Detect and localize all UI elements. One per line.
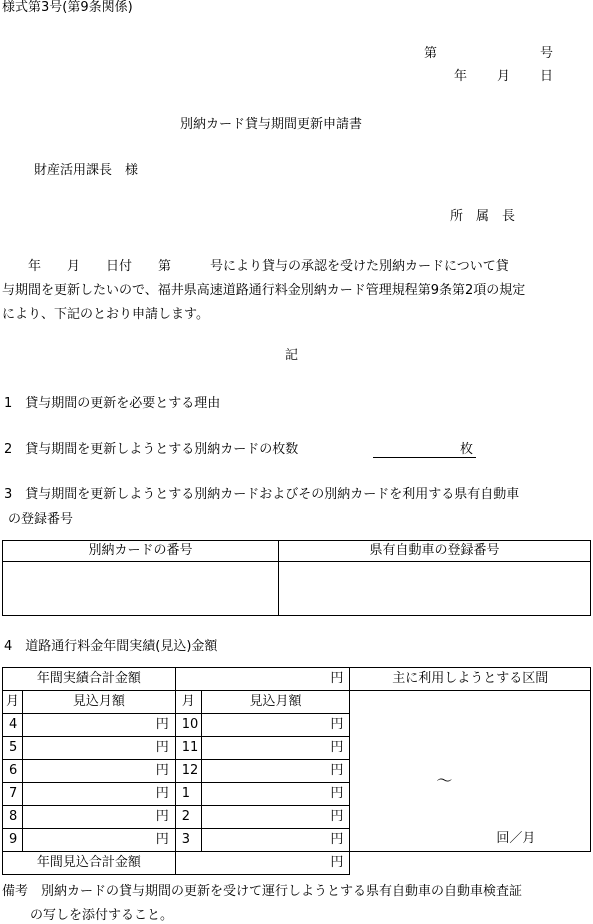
month-header: 月: [175, 691, 201, 714]
annual-actual-label: 年間実績合計金額: [3, 668, 176, 691]
estimate-cell[interactable]: [201, 737, 350, 760]
remark-line-1: 備考 別納カードの貸与期間の更新を受けて運行しようとする県有自動車の自動車検査証: [2, 884, 523, 899]
yen-unit: 円: [155, 809, 169, 824]
form-number: 様式第3号(第9条関係): [2, 0, 133, 15]
estimate-cell[interactable]: [201, 760, 350, 783]
route-frequency: 回／月: [496, 831, 536, 846]
date-year-label: 年: [454, 69, 468, 84]
month-cell: 4: [3, 714, 23, 737]
yen-unit: 円: [330, 786, 344, 801]
annual-estimate-label: 年間見込合計金額: [3, 852, 176, 875]
estimate-cell[interactable]: [201, 714, 350, 737]
card-count-unit: 枚: [460, 442, 474, 457]
card-number-cell[interactable]: [3, 562, 279, 616]
estimate-cell[interactable]: [22, 783, 175, 806]
note-heading: 記: [285, 348, 299, 363]
annual-actual-amount[interactable]: [175, 668, 350, 691]
route-label: 主に利用しようとする区間: [350, 668, 591, 691]
addressee: 財産活用課長 様: [34, 163, 139, 178]
estimate-cell[interactable]: [201, 783, 350, 806]
estimate-cell[interactable]: [22, 714, 175, 737]
date-day-label: 日: [540, 69, 554, 84]
page-title: 別納カード貸与期間更新申請書: [180, 117, 363, 132]
estimate-cell[interactable]: [22, 760, 175, 783]
yen-unit: 円: [330, 832, 344, 847]
header-card-number: 別納カードの番号: [3, 541, 279, 562]
application-body: [2, 255, 587, 327]
body-line-1: 年 月 日付 第 号により貸与の承認を受けた別納カードについて貸: [2, 259, 509, 274]
yen-unit: 円: [155, 832, 169, 847]
body-line-3: により、下記のとおり申請します。: [2, 307, 209, 322]
yen-unit: 円: [155, 763, 169, 778]
estimate-header: 見込月額: [22, 691, 175, 714]
yen-unit: 円: [155, 740, 169, 755]
estimate-cell[interactable]: [22, 806, 175, 829]
applicant-title: 所 属 長: [450, 209, 516, 224]
month-cell: 11: [175, 737, 201, 760]
header-registration-number: 県有自動車の登録番号: [279, 541, 591, 562]
annual-estimate-amount[interactable]: [175, 852, 350, 875]
yen-unit: 円: [330, 740, 344, 755]
month-cell: 5: [3, 737, 23, 760]
registration-number-cell[interactable]: [279, 562, 591, 616]
month-cell: 8: [3, 806, 23, 829]
month-header: 月: [3, 691, 23, 714]
month-cell: 10: [175, 714, 201, 737]
toll-amount-table: [2, 667, 591, 875]
item-3-line-2: の登録番号: [8, 512, 74, 527]
yen-unit: 円: [330, 671, 344, 686]
estimate-cell[interactable]: [22, 737, 175, 760]
estimate-header: 見込月額: [201, 691, 350, 714]
estimate-cell[interactable]: [201, 806, 350, 829]
document-number-suffix: 号: [540, 46, 554, 61]
date-month-label: 月: [497, 69, 511, 84]
yen-unit: 円: [330, 763, 344, 778]
yen-unit: 円: [155, 717, 169, 732]
item-2-card-count: 2 貸与期間を更新しようとする別納カードの枚数: [4, 442, 299, 457]
yen-unit: 円: [330, 855, 344, 870]
month-cell: 6: [3, 760, 23, 783]
route-tilde: ～: [436, 771, 453, 790]
month-cell: 9: [3, 829, 23, 852]
item-3-line-1: 3 貸与期間を更新しようとする別納カードおよびその別納カードを利用する県有自動車: [4, 487, 520, 502]
month-cell: 1: [175, 783, 201, 806]
yen-unit: 円: [330, 809, 344, 824]
item-1-reason: 1 貸与期間の更新を必要とする理由: [4, 396, 221, 411]
route-cell[interactable]: [350, 691, 591, 852]
yen-unit: 円: [155, 786, 169, 801]
estimate-cell[interactable]: [22, 829, 175, 852]
card-registration-table: [2, 540, 591, 616]
month-cell: 7: [3, 783, 23, 806]
estimate-cell[interactable]: [201, 829, 350, 852]
body-line-2: 与期間を更新したいので、福井県高速道路通行料金別納カード管理規程第9条第2項の規定: [2, 283, 526, 298]
remark-line-2: の写しを添付すること。: [30, 908, 174, 923]
month-cell: 2: [175, 806, 201, 829]
item-4-toll-amount: 4 道路通行料金年間実績(見込)金額: [4, 639, 218, 654]
yen-unit: 円: [330, 717, 344, 732]
month-cell: 12: [175, 760, 201, 783]
document-number-prefix: 第: [424, 46, 438, 61]
month-cell: 3: [175, 829, 201, 852]
